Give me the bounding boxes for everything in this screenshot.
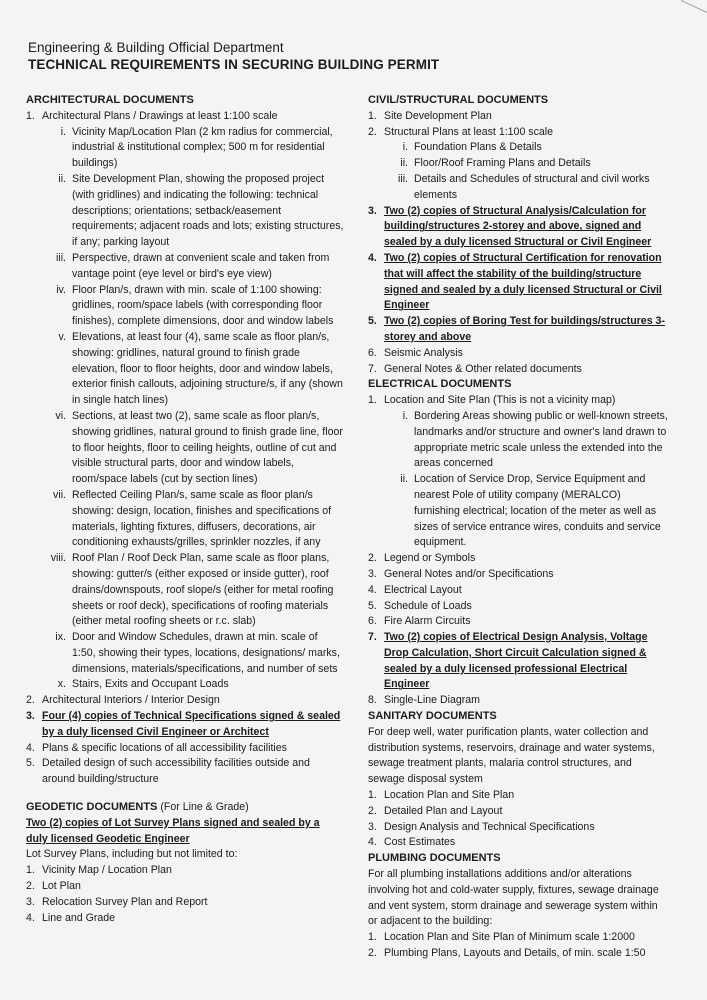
sub-list-item: ii. Floor/Roof Framing Plans and Details [400,157,591,170]
list-item: 1. Architectural Plans / Drawings at least 1:100 scale [26,109,278,122]
plumbing-intro: For all plumbing installations additions and/or alterations involving hot and cold-water supply, fixtures, sewage drainage and vent system, storm drainage and sewerage system within or adjacent to the building: [368,868,659,928]
department-name: Engineering & Building Official Department [28,40,284,55]
list-item: 3. Two (2) copies of Structural Analysis/Calculation for building/structures 2-storey and above, signed and sealed by a duly licensed Structural or Civil Engineer [368,204,652,249]
document-title: TECHNICAL REQUIREMENTS IN SECURING BUILDING PERMIT [28,57,440,72]
list-item: 4. Line and Grade [26,911,116,924]
list-item: 2. Architectural Interiors / Interior Design [26,694,220,707]
list-item: 1. Site Development Plan [368,109,492,122]
list-item: 7. General Notes & Other related documents [368,362,582,375]
list-item: 2. Plumbing Plans, Layouts and Details, of min. scale 1:50 [368,947,646,960]
civil-heading: CIVIL/STRUCTURAL DOCUMENTS [368,94,549,106]
sub-list-item: x. Stairs, Exits and Occupant Loads [57,678,229,691]
electrical-sublist [368,409,668,551]
sub-list-item: iii. Details and Schedules of structural and civil works elements [397,172,650,201]
sub-list-item: ix. Door and Window Schedules, drawn at min. scale of 1:50, showing their types, locations, designations/ marks, dimensions, materials/specifications, and number of sets [55,631,340,675]
list-item: 1. Location Plan and Site Plan of Minimum scale 1:2000 [368,931,635,944]
list-item: 2. Detailed Plan and Layout [368,804,503,817]
page-corner-fold [681,0,707,13]
sub-list-item: iii. Perspective, drawn at convenient scale and taken from vantage point (eye level or bird's eye view) [55,251,330,280]
architectural-heading: ARCHITECTURAL DOCUMENTS [26,94,194,106]
plumbing-heading: PLUMBING DOCUMENTS [368,852,501,865]
list-item: 5. Two (2) copies of Boring Test for buildings/structures 3-storey and above [368,315,665,343]
list-item: 4. Two (2) copies of Structural Certification for renovation that will affect the stability of the building/structure signed and sealed by a duly licensed Structural or Civil Engineer [368,251,662,312]
sub-list-item: viii. Roof Plan / Roof Deck Plan, same scale as floor plans, showing: gutter/s (either exposed or inside gutter), roof drains/downspouts, roof slope/s (either for metal roofing sheets or roof deck), specifications of roofing materials (either metal roofing sheets or r.c. slab) [50,552,334,628]
list-item: 2. Legend or Symbols [368,552,476,565]
civil-sublist [368,140,668,203]
list-item: 1. Vicinity Map / Location Plan [26,864,172,877]
architectural-sublist [26,125,344,694]
list-item: 5. Detailed design of such accessibility facilities outside and around building/structure [26,757,310,786]
sub-list-item: i. Foundation Plans & Details [402,141,542,154]
list-item: 4. Electrical Layout [368,583,462,596]
list-item: 4. Plans & specific locations of all accessibility facilities [26,741,287,754]
list-item: 5. Schedule of Loads [368,599,472,612]
sanitary-heading: SANITARY DOCUMENTS [368,710,497,723]
list-item: 2. Lot Plan [26,880,81,893]
left-column [26,93,344,926]
electrical-heading: ELECTRICAL DOCUMENTS [368,378,512,391]
list-item: 7. Two (2) copies of Electrical Design Analysis, Voltage Drop Calculation, Short Circuit Calculation signed & sealed by a duly licensed professional Electrical Engineer [368,631,648,691]
sub-list-item: ii. Site Development Plan, showing the proposed project (with gridlines) and indicating the following: technical descriptions; orientations; setback/easement requirements; adjacent roads and lots; existing structures, if any; parking layout [58,172,344,249]
list-item: 6. Seismic Analysis [368,346,463,359]
list-item: 3. General Notes and/or Specifications [368,567,554,580]
sub-list-item: ii. Location of Service Drop, Service Equipment and nearest Pole of utility company (MERALCO) furnishing electrical; location of the meter as well as sizes of service entrance wires, conduits and service equipment. [400,473,661,549]
sub-list-item: i. Bordering Areas showing public or well-known streets, landmarks and/or structure and owner's land drawn to appropriate metric scale unless the extended into the areas concerned [402,409,668,470]
sub-list-item: i. Vicinity Map/Location Plan (2 km radius for commercial, industrial & institutional complex; 500 m for residential buildings) [60,125,333,170]
list-item: 3. Relocation Survey Plan and Report [26,895,208,908]
list-item: 3. Design Analysis and Technical Specifications [368,820,595,833]
sub-list-item: vii. Reflected Ceiling Plan/s, same scale as floor plan/s showing: design, location, finishes and specifications of materials, lighting fixtures, diffusers, decorations, air conditioning exhausts/grilles, sprinkler nozzles, if any [53,488,332,549]
list-item: 1. Location Plan and Site Plan [368,789,515,802]
right-column [368,93,668,962]
list-item: 1. Location and Site Plan (This is not a vicinity map) [368,394,616,407]
document-header [28,40,439,72]
list-item: 4. Cost Estimates [368,836,456,849]
list-item: 3. Four (4) copies of Technical Specifications signed & sealed by a duly licensed Civil Engineer or Architect [26,710,341,738]
sub-list-item: vi. Sections, at least two (2), same scale as floor plan/s, showing gridlines, natural ground to finish grade line, floor to floor heights, floor to ceiling heights, outline of cut and visible structural parts, door and window labels, room/space labels (cut by section lines) [55,409,343,486]
list-item: 2. Structural Plans at least 1:100 scale [368,125,554,138]
list-item: 8. Single-Line Diagram [368,694,480,707]
list-item: 6. Fire Alarm Circuits [368,615,471,628]
sanitary-intro: For deep well, water purification plants, water collection and distribution systems, reservoirs, drainage and water systems, sewage treatment plants, malaria control structures, and sewage disposal system [368,725,655,786]
geodetic-intro: Lot Survey Plans, including but not limited to: [26,848,238,861]
geodetic-heading: GEODETIC DOCUMENTS (For Line & Grade) [26,801,249,814]
sub-list-item: iv. Floor Plan/s, drawn with min. scale of 1:100 showing: gridlines, room/space labels (with corresponding floor finishes), complete dimensions, door and window labels [56,283,334,328]
geodetic-copies: Two (2) copies of Lot Survey Plans signed and sealed by a duly licensed Geodetic Engineer [26,816,320,845]
sub-list-item: v. Elevations, at least four (4), same scale as floor plan/s, showing: gridlines, natural ground to finish grade elevation, floor to floor heights, door and window labels, exterior finish callouts, adjoining structure/s, if any (shown in single hatch lines) [58,330,343,407]
